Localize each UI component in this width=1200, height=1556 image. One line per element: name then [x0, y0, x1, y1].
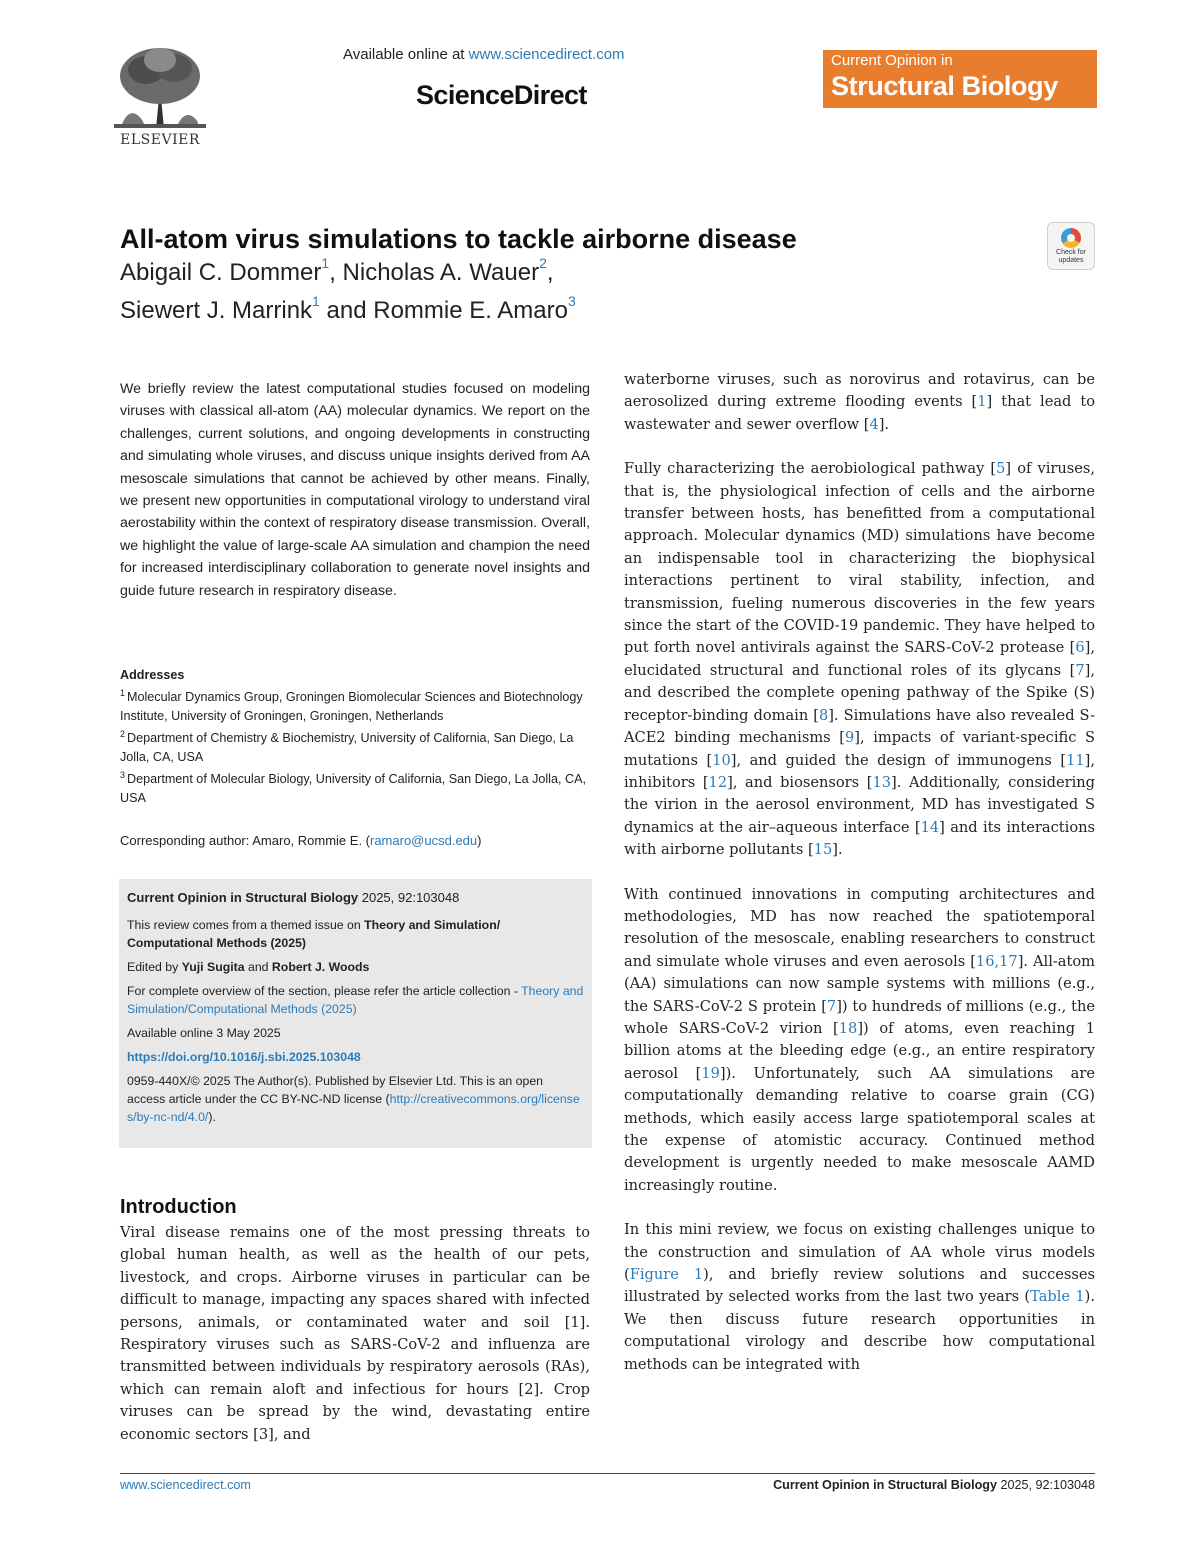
- body-paragraph: Fully characterizing the aerobiological pathway [5] of viruses, that is, the physiological infection of cells and the airborne transfer between hosts, has benefitted from a computational approach. Molecular dynamics (MD) simulations have become an indispensable tool in characterizing the biophysical interactions pertinent to viral stability, infection, and transmission, fueling numerous discoveries in the few years since the start of the COVID-19 pandemic. They have helped to put forth novel antivirals against the SARS-CoV-2 protease [6], elucidated structural and functional roles of its glycans [7], and described the complete opening pathway of the Spike (S) receptor-binding domain [8]. Simulations have also revealed S-ACE2 binding mechanisms [9], impacts of variant-specific S mutations [10], and guided the design of immunogens [11], inhibitors [12], and biosensors [13]. Additionally, considering the virion in the aerosol environment, MD has investigated S dynamics at the air–aqueous interface [14] and its interactions with airborne pollutants [15].: [624, 460, 1096, 859]
- addresses: [120, 666, 590, 807]
- publisher-name: ELSEVIER: [120, 132, 200, 148]
- affiliation-1: [120, 684, 590, 725]
- corresponding-email-link[interactable]: ramaro@ucsd.edu: [370, 833, 478, 848]
- citation-ref[interactable]: 5: [996, 460, 1006, 478]
- citation-ref[interactable]: 19: [701, 1064, 720, 1082]
- author-affiliation-sup: 1: [312, 293, 320, 309]
- body-paragraph: In this mini review, we focus on existing challenges unique to the construction and simulation of AA whole virus models (Figure 1), and briefly review solutions and successes illustrated by selected works from the last two years (Table 1). We then discuss future research opportunities in computational virology and describe how computational methods can be integrated with: [624, 1221, 1096, 1373]
- available-online-line: [343, 46, 625, 63]
- journal-citation: [127, 889, 584, 907]
- author-separator: ,: [546, 259, 554, 286]
- available-online-label: Available online at: [343, 46, 469, 63]
- editor-name: Robert J. Woods: [271, 960, 370, 974]
- citation-ref[interactable]: 9: [844, 729, 855, 747]
- corresponding-label: Corresponding author: Amaro, Rommie E. (: [120, 833, 370, 848]
- journal-badge: [823, 50, 1097, 108]
- themed-issue: [127, 916, 584, 952]
- author-affiliation-sup: 1: [321, 255, 330, 271]
- collection-link[interactable]: Theory and Simulation/Computational Methods (2025): [127, 984, 584, 1016]
- citation-ref[interactable]: 16,17: [975, 952, 1018, 970]
- citation-ref[interactable]: 14: [920, 818, 940, 836]
- corresponding-author: [120, 833, 590, 848]
- collection-overview: [127, 982, 584, 1018]
- footer-url-link[interactable]: www.sciencedirect.com: [120, 1478, 251, 1492]
- license-text: 0959-440X/© 2025 The Author(s). Published by Elsevier Ltd. This is an open access article under the CC BY-NC-ND license (: [127, 1074, 544, 1106]
- affiliation-number: 2: [120, 729, 126, 740]
- citation-ref[interactable]: 8: [818, 706, 829, 724]
- citation-ref[interactable]: 10: [712, 751, 731, 769]
- license-link[interactable]: http://creativecommons.org/licenses/by-nc-nd/4.0/: [127, 1092, 580, 1124]
- journal-citation-name: Current Opinion in Structural Biology: [127, 890, 359, 905]
- elsevier-logo: [108, 40, 212, 150]
- themed-issue-name: Theory and Simulation/ Computational Methods (2025): [127, 918, 501, 950]
- abstract: We briefly review the latest computational studies focused on modeling viruses with classical all-atom (AA) molecular dynamics. We report on the challenges, current solutions, and ongoing developments in constructing and simulating whole viruses, and discuss unique insights derived from AA mesoscale simulations that cannot be achieved by other means. Finally, we present new opportunities in computational virology to understand viral aerostability within the context of respiratory disease transmission. Overall, we highlight the value of large-scale AA simulation and champion the need for increased interdisciplinary collaboration to generate novel insights and guide future research in respiratory disease.: [120, 381, 590, 599]
- author-separator: and: [319, 297, 374, 324]
- citation-ref[interactable]: 4: [869, 415, 879, 433]
- addresses-heading: Addresses: [120, 668, 185, 682]
- journal-citation-volume: 2025, 92:103048: [358, 890, 460, 905]
- corresponding-suffix: ): [477, 833, 482, 848]
- author-affiliation-sup: 3: [567, 293, 576, 309]
- right-column-body: [624, 369, 1095, 1398]
- author-name[interactable]: Nicholas A. Wauer: [342, 259, 540, 286]
- author-separator: ,: [329, 259, 343, 286]
- citation-ref[interactable]: 18: [838, 1019, 858, 1037]
- author-name[interactable]: Rommie E. Amaro: [373, 297, 568, 324]
- footer-journal-name: Current Opinion in Structural Biology: [773, 1478, 997, 1492]
- citation-ref[interactable]: 11: [1066, 751, 1085, 769]
- body-paragraph: With continued innovations in computing architectures and methodologies, MD has now reached the spatiotemporal resolution of the mesoscale, enabling researchers to construct and simulate whole viruses and even aerosols [16,17]. All-atom (AA) simulations can now sample systems with millions (e.g., the SARS-CoV-2 S protein [7]) to hundreds of millions (e.g., the whole SARS-CoV-2 virion [18]) of atoms, even reaching 1 billion atoms at the bleeding edge (e.g., an entire respiratory aerosol [19]). Unfortunately, such AA simulations are computationally demanding relative to coarse grain (CG) methods, which easily access large spatiotemporal scales at the expense of atomistic accuracy. Continued method development is urgently needed to make mesoscale AAMD increasingly routine.: [624, 885, 1095, 1194]
- journal-badge-line2: Structural Biology: [831, 71, 1058, 101]
- affiliation-2: [120, 725, 590, 766]
- citation-ref[interactable]: 6: [1075, 639, 1085, 657]
- themed-issue-label: This review comes from a themed issue on: [127, 918, 365, 932]
- body-paragraph: waterborne viruses, such as norovirus and rotavirus, can be aerosolized during extreme flooding events [1] that lead to wastewater and sewer overflow [4].: [624, 371, 1096, 433]
- citation-ref[interactable]: 1: [977, 393, 987, 411]
- available-online-date: Available online 3 May 2025: [127, 1026, 281, 1040]
- citation-ref[interactable]: 15: [813, 841, 833, 859]
- affiliation-3: [120, 766, 590, 807]
- check-for-updates-button[interactable]: [1047, 222, 1095, 270]
- sciencedirect-brand: ScienceDirect: [416, 80, 587, 110]
- citation-ref[interactable]: 13: [872, 773, 892, 791]
- sciencedirect-link[interactable]: www.sciencedirect.com: [468, 46, 625, 63]
- check-for-updates-icon: [1061, 228, 1081, 248]
- footer-divider: [120, 1473, 1095, 1474]
- author-affiliation-sup: 2: [539, 255, 547, 271]
- affiliation-text: Department of Molecular Biology, University of California, San Diego, La Jolla, CA, USA: [120, 772, 586, 805]
- journal-badge-line1: Current Opinion in: [831, 52, 953, 69]
- footer-citation: [773, 1478, 1095, 1492]
- license: [127, 1072, 584, 1126]
- editors-and: and: [244, 960, 272, 974]
- cross-ref[interactable]: Figure 1: [629, 1266, 704, 1284]
- doi-line: [127, 1048, 584, 1066]
- affiliation-number: 3: [120, 770, 126, 781]
- citation-ref[interactable]: 7: [826, 997, 837, 1015]
- author-line-1: [120, 255, 554, 287]
- doi-link[interactable]: https://doi.org/10.1016/j.sbi.2025.103048: [127, 1050, 361, 1064]
- cross-ref[interactable]: Table 1: [1030, 1288, 1085, 1306]
- footer-volume: 2025, 92:103048: [996, 1478, 1095, 1492]
- article-title: All-atom virus simulations to tackle airborne disease: [120, 224, 797, 254]
- affiliation-text: Molecular Dynamics Group, Groningen Biomolecular Sciences and Biotechnology Institute, University of Groningen, Groningen, Netherlands: [120, 690, 583, 723]
- affiliation-number: 1: [120, 688, 126, 699]
- author-name[interactable]: Abigail C. Dommer: [120, 259, 322, 286]
- collection-overview-text: For complete overview of the section, please refer the article collection -: [127, 984, 522, 998]
- editor-name: Yuji Sugita: [181, 960, 245, 974]
- author-line-2: [120, 293, 576, 325]
- editors: [127, 958, 584, 976]
- check-for-updates-label: Check for updates: [1056, 249, 1086, 264]
- article-info-box: [119, 879, 592, 1148]
- citation-ref[interactable]: 7: [1075, 661, 1085, 679]
- introduction-heading: Introduction: [120, 1196, 237, 1218]
- editors-label: Edited by: [127, 960, 182, 974]
- introduction-text: Viral disease remains one of the most pressing threats to global human health, as well as the health of our pets, livestock, and crops. Airborne viruses in particular can be difficult to manage, impacting any spaces shared with infected persons, animals, or contaminated water and soil [1]. Respiratory viruses such as SARS-CoV-2 and influenza are transmitted between individuals by respiratory aerosols (RAs), which can remain aloft and infectious for hours [2]. Crop viruses can be spread by the wind, devastating entire economic sectors [3], and: [120, 1224, 590, 1443]
- affiliation-text: Department of Chemistry & Biochemistry, University of California, San Diego, La Jolla, CA, USA: [120, 731, 574, 764]
- citation-ref[interactable]: 12: [708, 773, 728, 791]
- author-name[interactable]: Siewert J. Marrink: [120, 297, 313, 324]
- license-end: ).: [208, 1110, 216, 1124]
